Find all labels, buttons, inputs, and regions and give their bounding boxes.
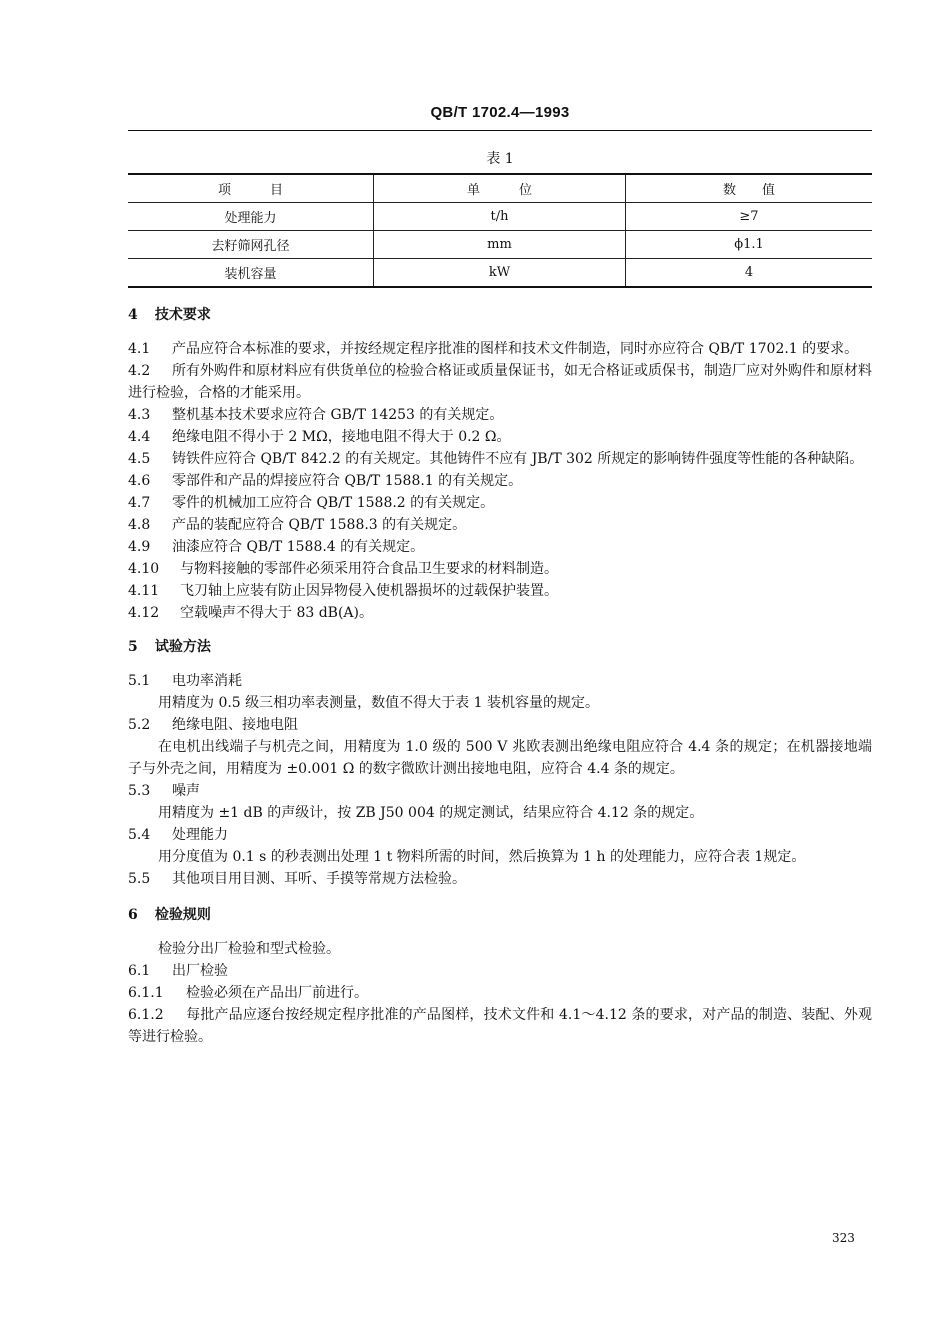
section-title: 检验规则 <box>154 907 211 923</box>
clause-number: 5.1 <box>128 673 151 689</box>
clause-text: 检验必须在产品出厂前进行。 <box>186 985 368 1001</box>
clause-number: 4.10 <box>128 561 160 577</box>
table-header-cell: 数 值 <box>626 174 873 203</box>
table-cell: 装机容量 <box>128 259 374 288</box>
clause-number: 5.2 <box>128 717 151 733</box>
clause-5-4-title <box>128 824 872 846</box>
clause-number: 4.7 <box>128 495 151 511</box>
table-cell: 去籽筛网孔径 <box>128 231 374 259</box>
section-heading-5 <box>128 636 872 658</box>
clause-title: 处理能力 <box>172 827 228 843</box>
clause-text: 空载噪声不得大于 83 dB(A)。 <box>180 605 373 621</box>
clause-6-1-title <box>128 960 872 982</box>
table-cell: kW <box>374 259 626 288</box>
clause-text: 产品应符合本标准的要求，并按经规定程序批准的图样和技术文件制造，同时亦应符合 QB/T 1702.1 的要求。 <box>172 341 859 357</box>
clause-4-2 <box>128 360 872 404</box>
section-heading-6 <box>128 904 872 926</box>
clause-number: 6.1.1 <box>128 985 164 1001</box>
clause-5-1-text: 用精度为 0.5 级三相功率表测量，数值不得大于表 1 装机容量的规定。 <box>158 695 599 711</box>
table-header-row <box>128 174 872 203</box>
table-cell: mm <box>374 231 626 259</box>
clause-6-1-2 <box>128 1004 872 1048</box>
clause-number: 4.1 <box>128 341 151 357</box>
clause-title: 电功率消耗 <box>172 673 242 689</box>
clause-number: 6.1.2 <box>128 1007 164 1023</box>
clause-4-11 <box>128 580 872 602</box>
clause-4-3 <box>128 404 872 426</box>
clause-text: 产品的装配应符合 QB/T 1588.3 的有关规定。 <box>172 517 467 533</box>
clause-5-2-text: 在电机出线端子与机壳之间，用精度为 1.0 级的 500 V 兆欧表测出绝缘电阻应符合 4.4 条的规定；在机器接地端子与外壳之间，用精度为 ±0.001 Ω 的数字微欧计测出接地电阻，应符合 4.4 条的规定。 <box>128 739 872 777</box>
clause-text: 零件的机械加工应符合 QB/T 1588.2 的有关规定。 <box>172 495 495 511</box>
table-cell: ϕ1.1 <box>626 231 873 259</box>
clause-text: 与物料接触的零部件必须采用符合食品卫生要求的材料制造。 <box>180 561 558 577</box>
clause-text: 每批产品应逐台按经规定程序批准的产品图样，技术文件和 4.1～4.12 条的要求，对产品的制造、装配、外观等进行检验。 <box>128 1007 872 1045</box>
clause-number: 4.11 <box>128 583 160 599</box>
table-caption: 表 1 <box>486 151 514 167</box>
clause-4-6 <box>128 470 872 492</box>
clause-text: 零部件和产品的焊接应符合 QB/T 1588.1 的有关规定。 <box>172 473 523 489</box>
clause-number: 4.5 <box>128 451 151 467</box>
clause-5-1-title <box>128 670 872 692</box>
section-number: 6 <box>128 907 138 923</box>
clause-4-8 <box>128 514 872 536</box>
clause-number: 4.2 <box>128 363 151 379</box>
clause-5-2-title <box>128 714 872 736</box>
clause-text: 铸铁件应符合 QB/T 842.2 的有关规定。其他铸件不应有 JB/T 302 所规定的影响铸件强度等性能的各种缺陷。 <box>172 451 864 467</box>
clause-4-9 <box>128 536 872 558</box>
clause-text: 绝缘电阻不得小于 2 MΩ，接地电阻不得大于 0.2 Ω。 <box>172 429 511 445</box>
clause-text: 飞刀轴上应装有防止因异物侵入使机器损坏的过载保护装置。 <box>180 583 558 599</box>
clause-number: 4.12 <box>128 605 160 621</box>
clause-number: 4.9 <box>128 539 151 555</box>
header-rule <box>128 130 872 131</box>
clause-title: 出厂检验 <box>172 963 228 979</box>
clause-number: 5.4 <box>128 827 151 843</box>
table-cell: 4 <box>626 259 873 288</box>
section-number: 4 <box>128 307 138 323</box>
clause-number: 4.8 <box>128 517 151 533</box>
table-row <box>128 259 872 288</box>
section-number: 5 <box>128 639 138 655</box>
clause-title: 绝缘电阻、接地电阻 <box>172 717 298 733</box>
table-row <box>128 203 872 231</box>
clause-4-1 <box>128 338 872 360</box>
table-row <box>128 231 872 259</box>
clause-text: 所有外购件和原材料应有供货单位的检验合格证或质量保证书，如无合格证或质保书，制造厂应对外购件和原材料进行检验，合格的才能采用。 <box>128 363 872 401</box>
document-body <box>128 302 872 1048</box>
clause-5-4-text: 用分度值为 0.1 s 的秒表测出处理 1 t 物料所需的时间，然后换算为 1 h 的处理能力，应符合表 1规定。 <box>158 849 806 865</box>
clause-text: 其他项目用目测、耳听、手摸等常规方法检验。 <box>172 871 466 887</box>
section-6-intro: 检验分出厂检验和型式检验。 <box>158 941 340 957</box>
table-cell: 处理能力 <box>128 203 374 231</box>
clause-4-4 <box>128 426 872 448</box>
clause-6-1-1 <box>128 982 872 1004</box>
table-cell: ≥7 <box>626 203 873 231</box>
standard-header: QB/T 1702.4—1993 <box>430 104 570 121</box>
section-heading-4 <box>128 304 872 326</box>
clause-text: 油漆应符合 QB/T 1588.4 的有关规定。 <box>172 539 425 555</box>
clause-5-3-title <box>128 780 872 802</box>
spec-table <box>128 173 872 288</box>
clause-number: 5.5 <box>128 871 151 887</box>
clause-text: 整机基本技术要求应符合 GB/T 14253 的有关规定。 <box>172 407 504 423</box>
clause-4-12 <box>128 602 872 624</box>
section-title: 试验方法 <box>154 639 211 655</box>
clause-number: 4.4 <box>128 429 151 445</box>
table-header-cell: 项 目 <box>128 174 374 203</box>
clause-title: 噪声 <box>172 783 200 799</box>
section-title: 技术要求 <box>154 307 211 323</box>
clause-4-7 <box>128 492 872 514</box>
clause-number: 6.1 <box>128 963 151 979</box>
clause-5-3-text: 用精度为 ±1 dB 的声级计，按 ZB J50 004 的规定测试，结果应符合 4.12 条的规定。 <box>158 805 704 821</box>
clause-number: 4.6 <box>128 473 151 489</box>
clause-5-5 <box>128 868 872 890</box>
clause-4-5 <box>128 448 872 470</box>
clause-4-10 <box>128 558 872 580</box>
table-header-cell: 单 位 <box>374 174 626 203</box>
clause-number: 5.3 <box>128 783 151 799</box>
table-cell: t/h <box>374 203 626 231</box>
page-number: 323 <box>832 1231 855 1245</box>
clause-number: 4.3 <box>128 407 151 423</box>
